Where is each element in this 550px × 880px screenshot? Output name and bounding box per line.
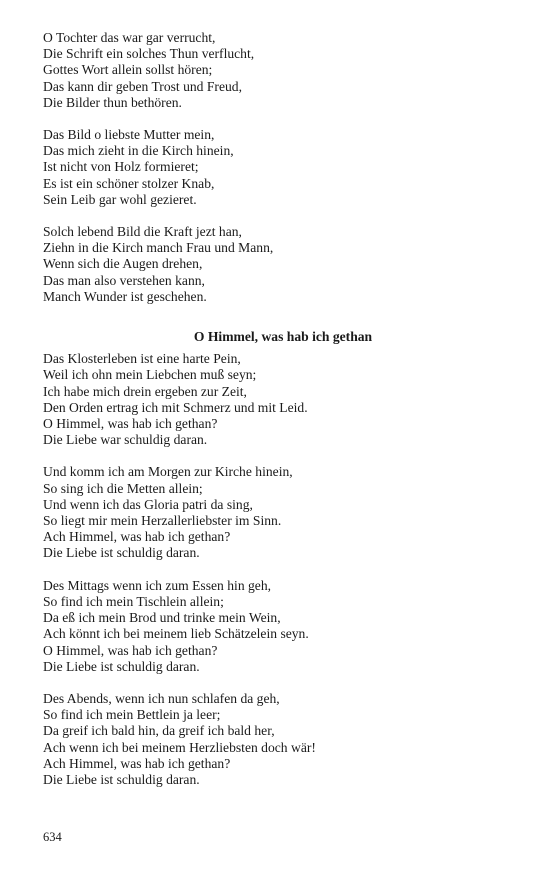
verse-line: So find ich mein Bettlein ja leer; xyxy=(43,707,221,723)
verse-line: Die Bilder thun bethören. xyxy=(43,94,182,110)
verse-line: Das mich zieht in die Kirch hinein, xyxy=(43,143,234,159)
stanza xyxy=(43,224,513,305)
verse-line: Wenn sich die Augen drehen, xyxy=(43,256,203,272)
verse-line: O Himmel, was hab ich gethan? xyxy=(43,416,218,432)
poem-title: O Himmel, was hab ich gethan xyxy=(193,329,373,345)
verse-line: Die Schrift ein solches Thun verflucht, xyxy=(43,46,255,62)
verse-line: Manch Wunder ist geschehen. xyxy=(43,288,207,304)
verse-line: Den Orden ertrag ich mit Schmerz und mit Leid. xyxy=(43,399,308,415)
stanza xyxy=(43,351,513,448)
verse-line: O Tochter das war gar verrucht, xyxy=(43,30,216,45)
verse-line: Ach wenn ich bei meinem Herzliebsten doch wär! xyxy=(43,739,316,755)
verse-line: Es ist ein schöner stolzer Knab, xyxy=(43,175,215,191)
stanza xyxy=(43,464,513,561)
verse-line: Das kann dir geben Trost und Freud, xyxy=(43,78,242,94)
verse-line: Da eß ich mein Brod und trinke mein Wein, xyxy=(43,610,281,626)
verse-line: Ach Himmel, was hab ich gethan? xyxy=(43,755,231,771)
page-number: 634 xyxy=(43,830,62,844)
verse-line: Ziehn in die Kirch manch Frau und Mann, xyxy=(43,240,274,256)
stanza xyxy=(43,30,513,111)
verse-line: Da greif ich bald hin, da greif ich bald her, xyxy=(43,723,275,739)
verse-line: Ach könnt ich bei meinem lieb Schätzelein seyn. xyxy=(43,626,309,642)
poem-1 xyxy=(43,30,513,305)
verse-line: Ach Himmel, was hab ich gethan? xyxy=(43,529,231,545)
verse-line: Das man also verstehen kann, xyxy=(43,272,205,288)
verse-line: Sein Leib gar wohl gezieret. xyxy=(43,191,197,207)
verse-line: Und wenn ich das Gloria patri da sing, xyxy=(43,496,253,512)
page-content xyxy=(43,30,513,788)
verse-line: Die Liebe ist schuldig daran. xyxy=(43,771,200,787)
verse-line: Gottes Wort allein sollst hören; xyxy=(43,62,213,78)
stanza xyxy=(43,578,513,675)
verse-line: Die Liebe war schuldig daran. xyxy=(43,432,208,448)
verse-line: O Himmel, was hab ich gethan? xyxy=(43,642,218,658)
verse-line: Das Klosterleben ist eine harte Pein, xyxy=(43,351,241,367)
verse-line: Das Bild o liebste Mutter mein, xyxy=(43,127,215,143)
stanza xyxy=(43,691,513,788)
stanza xyxy=(43,127,513,208)
verse-line: Solch lebend Bild die Kraft jezt han, xyxy=(43,224,242,240)
poem-2 xyxy=(43,351,513,788)
verse-line: So sing ich die Metten allein; xyxy=(43,480,203,496)
verse-line: Ist nicht von Holz formieret; xyxy=(43,159,199,175)
verse-line: Ich habe mich drein ergeben zur Zeit, xyxy=(43,383,247,399)
verse-line: Die Liebe ist schuldig daran. xyxy=(43,658,200,674)
verse-line: Und komm ich am Morgen zur Kirche hinein, xyxy=(43,464,293,480)
verse-line: Weil ich ohn mein Liebchen muß seyn; xyxy=(43,367,257,383)
verse-line: So liegt mir mein Herzallerliebster im Sinn. xyxy=(43,513,282,529)
verse-line: Des Mittags wenn ich zum Essen hin geh, xyxy=(43,577,272,593)
verse-line: So find ich mein Tischlein allein; xyxy=(43,593,224,609)
verse-line: Die Liebe ist schuldig daran. xyxy=(43,545,200,561)
verse-line: Des Abends, wenn ich nun schlafen da geh, xyxy=(43,690,280,706)
